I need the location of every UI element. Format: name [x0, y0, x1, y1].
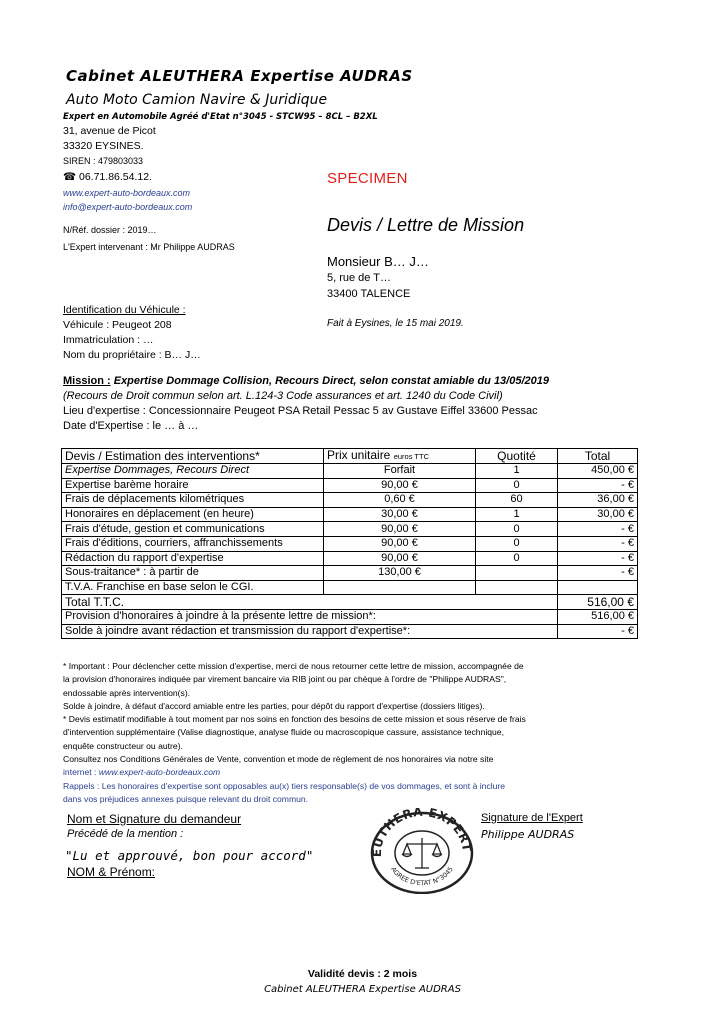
expert-name: L'Expert intervenant : Mr Philippe AUDRAS	[63, 242, 235, 252]
cabinet-subtitle: Auto Moto Camion Navire & Juridique	[66, 92, 328, 108]
row-description: Rédaction du rapport d'expertise	[62, 551, 324, 566]
mission-date: Date d'Expertise : le … à …	[63, 420, 199, 432]
client-signature-heading: Nom et Signature du demandeur	[67, 812, 242, 826]
website-link[interactable]: www.expert-auto-bordeaux.com	[63, 188, 191, 198]
table-row	[62, 507, 638, 522]
header-quantity: Quotité	[476, 449, 558, 464]
row-quantity: 0	[476, 478, 558, 493]
client-mention-text: "Lu et approuvé, bon pour accord"	[65, 848, 314, 863]
mission-label: Mission :	[63, 375, 111, 387]
row-quantity	[476, 566, 558, 581]
recipient-name: Monsieur B… J…	[327, 254, 429, 269]
client-mention-label: Précédé de la mention :	[67, 828, 184, 840]
row-total: - €	[558, 536, 638, 551]
provision-label: Provision d'honoraires à joindre à la présente lettre de mission*:	[62, 609, 558, 624]
expert-credentials: Expert en Automobile Agréé d'Etat n°3045 - STCW95 – 8CL – B2XL	[63, 112, 378, 122]
svg-text:ALEUTHERA EXPERTISE	[367, 808, 474, 857]
table-row	[62, 522, 638, 537]
row-total	[558, 580, 638, 595]
table-row	[62, 493, 638, 508]
stamp-seal-icon	[367, 808, 477, 894]
note-line: * Important : Pour déclencher cette mission d'expertise, merci de nous retourner cette lettre de mission, accompagnée de	[63, 661, 524, 671]
row-quantity: 1	[476, 507, 558, 522]
document-title: Devis / Lettre de Mission	[327, 215, 525, 235]
row-total: - €	[558, 478, 638, 493]
row-quantity: 60	[476, 493, 558, 508]
solde-row	[62, 624, 638, 639]
row-total: - €	[558, 522, 638, 537]
row-quantity: 0	[476, 536, 558, 551]
note-line: Solde à joindre, à défaut d'accord amiable entre les parties, pour dépôt du rapport d'expertise (dossiers litiges).	[63, 700, 485, 711]
provision-value: 516,00 €	[558, 609, 638, 624]
mission-legal: (Recours de Droit commun selon art. L.124-3 Code assurances et art. 1240 du Code Civil)	[63, 390, 503, 402]
phone-number: ☎ 06.71.86.54.12.	[63, 171, 152, 183]
address-city: 33320 EYSINES.	[63, 140, 144, 152]
expert-signature-name: Philippe AUDRAS	[481, 828, 575, 841]
svg-text:AGREE D'ETAT N°3045	[389, 865, 455, 887]
row-description: Expertise barème horaire	[62, 478, 324, 493]
address-street: 31, avenue de Picot	[63, 125, 156, 137]
client-name-label: NOM & Prénom:	[67, 865, 156, 879]
recipient-city: 33400 TALENCE	[327, 288, 411, 300]
total-row	[62, 595, 638, 610]
solde-value: - €	[558, 624, 638, 639]
row-unit-price: Forfait	[324, 464, 476, 479]
note-line: endossable après intervention(s).	[63, 687, 191, 698]
note-website-link[interactable]: www.expert-auto-bordeaux.com	[98, 767, 221, 778]
note-line: Rappels : Les honoraires d'expertise sont opposables au(x) tiers responsable(s) de vos dommages, et sont à inclure	[63, 780, 506, 791]
note-line: * Devis estimatif modifiable à tout moment par nos soins en fonction des besoins de cette mission et sous réserve de frais	[63, 714, 526, 725]
provision-row	[62, 609, 638, 624]
table-header-row	[62, 449, 638, 464]
row-unit-price	[324, 580, 476, 595]
row-description: Frais d'éditions, courriers, affranchissements	[62, 536, 324, 551]
row-description: Frais d'étude, gestion et communications	[62, 522, 324, 537]
header-total: Total	[558, 449, 638, 464]
row-total: 450,00 €	[558, 464, 638, 479]
row-total: 36,00 €	[558, 493, 638, 508]
siren-number: SIREN : 479803033	[63, 156, 144, 166]
note-line	[63, 766, 526, 779]
row-total: - €	[558, 551, 638, 566]
vehicle-heading: Identification du Véhicule :	[63, 304, 186, 316]
row-unit-price: 90,00 €	[324, 522, 476, 537]
recipient-street: 5, rue de T…	[327, 272, 391, 284]
header-unit-price: Prix unitaire euros TTC	[324, 449, 476, 464]
estimate-table	[61, 448, 638, 639]
cabinet-title: Cabinet ALEUTHERA Expertise AUDRAS	[66, 67, 413, 85]
row-description: Expertise Dommages, Recours Direct	[62, 464, 324, 479]
email-link[interactable]: info@expert-auto-bordeaux.com	[63, 202, 193, 212]
validity-text: Validité devis : 2 mois	[307, 968, 418, 980]
row-quantity: 0	[476, 522, 558, 537]
mission-line	[63, 375, 549, 387]
row-quantity	[476, 580, 558, 595]
table-row	[62, 566, 638, 581]
place-date: Fait à Eysines, le 15 mai 2019.	[327, 318, 464, 329]
table-row	[62, 580, 638, 595]
footer-cabinet: Cabinet ALEUTHERA Expertise AUDRAS	[264, 984, 461, 995]
note-line: dans vos préjudices annexes puisque relevant du droit commun.	[63, 793, 309, 804]
solde-label: Solde à joindre avant rédaction et transmission du rapport d'expertise*:	[62, 624, 558, 639]
mission-text: Expertise Dommage Collision, Recours Direct, selon constat amiable du 13/05/2019	[110, 375, 549, 387]
row-unit-price: 90,00 €	[324, 551, 476, 566]
row-unit-price: 30,00 €	[324, 507, 476, 522]
row-description: Sous-traitance* : à partir de	[62, 566, 324, 581]
row-total: 30,00 €	[558, 507, 638, 522]
row-unit-price: 90,00 €	[324, 478, 476, 493]
note-line: d'intervention supplémentaire (Valise diagnostique, analyse fluide ou macroscopique cassure, assistance technique,	[63, 727, 504, 738]
note-line: Consultez nos Conditions Générales de Vente, convention et mode de règlement de nos honoraires via notre site	[63, 754, 494, 765]
row-unit-price: 90,00 €	[324, 536, 476, 551]
total-label: Total T.T.C.	[62, 595, 558, 610]
note-internet-label: internet :	[63, 767, 99, 778]
row-unit-price: 130,00 €	[324, 566, 476, 581]
row-total: - €	[558, 566, 638, 581]
specimen-label: SPECIMEN	[327, 170, 408, 187]
header-description: Devis / Estimation des interventions*	[62, 449, 324, 464]
stamp-top-text: EUTHERA EXPERT	[369, 808, 475, 858]
vehicle-registration: Immatriculation : …	[63, 334, 154, 346]
dossier-reference: N/Réf. dossier : 2019…	[63, 225, 157, 235]
scales-icon	[402, 838, 442, 868]
table-row	[62, 464, 638, 479]
table-row	[62, 536, 638, 551]
stamp-bottom-text: AGREE D'ETAT N°3045	[389, 865, 455, 888]
expert-signature-heading: Signature de l'Expert	[481, 812, 583, 824]
total-value: 516,00 €	[558, 595, 638, 610]
notes-block	[63, 660, 526, 806]
note-line: la provision d'honoraires indiquée par virement bancaire via RIB joint ou par chèque à l'ordre de "Philippe AUDRAS",	[63, 674, 507, 685]
note-line: enquête constructeur ou autre).	[63, 740, 183, 751]
row-description: Frais de déplacements kilométriques	[62, 493, 324, 508]
row-description: T.V.A. Franchise en base selon le CGI.	[62, 580, 324, 595]
vehicle-model: Véhicule : Peugeot 208	[63, 319, 172, 331]
row-unit-price: 0,60 €	[324, 493, 476, 508]
mission-place: Lieu d'expertise : Concessionnaire Peugeot PSA Retail Pessac 5 av Gustave Eiffel 33600 Pessac	[63, 405, 538, 417]
row-description: Honoraires en déplacement (en heure)	[62, 507, 324, 522]
row-quantity: 1	[476, 464, 558, 479]
expertise-stamp	[367, 808, 477, 894]
vehicle-owner: Nom du propriétaire : B… J…	[63, 349, 201, 361]
table-row	[62, 478, 638, 493]
table-row	[62, 551, 638, 566]
row-quantity: 0	[476, 551, 558, 566]
